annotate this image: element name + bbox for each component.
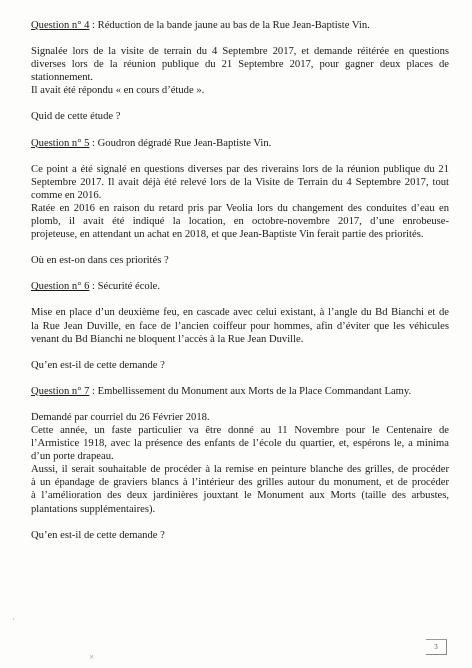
question-title: : Goudron dégradé Rue Jean-Baptiste Vin. <box>89 137 272 149</box>
paragraph-line: Mise en place d’un deuxième feu, en cascade avec celui existant, à l’angle du Bd Bianchi et de <box>31 307 449 319</box>
paragraph-line: Ratée en 2016 en raison du retard pris par Veolia lors du changement des conduites d’eau en <box>31 202 449 214</box>
paragraph-line: à l’amélioration des deux jardinières jouxtant le Monument aux Morts (taille des arbustes, <box>31 490 449 502</box>
paragraph-line: Demandé par courriel du 26 Février 2018. <box>31 411 210 423</box>
followup-question: Qu’en est-il de cette demande ? <box>31 359 165 371</box>
paragraph-line: à un épandage de graviers blancs à l’intérieur des grilles autour du monument, et de procéder <box>31 477 449 489</box>
paragraph-line: comme en 2016. <box>31 189 102 201</box>
paragraph-line: venant du Bd Bianchi ne bloquent l’accès à la Rue Jean Duville. <box>31 333 304 345</box>
question-6-heading <box>31 280 449 293</box>
question-label: Question n° 4 <box>31 20 90 31</box>
question-7-heading <box>31 385 449 398</box>
paragraph-line: la Rue Jean Duville, en face de l’ancien coiffeur pour hommes, afin d’éviter que les véhicules <box>31 320 449 332</box>
paragraph-line: diverses lors de la réunion publique du 21 Septembre 2017, pour gagner deux places de <box>31 59 449 71</box>
paragraph-line: plantations supplémentaires). <box>31 503 156 515</box>
question-title: : Embellissement du Monument aux Morts de la Place Commandant Lamy. <box>89 385 412 397</box>
paragraph-line: Il avait été répondu « en cours d’étude ». <box>31 85 205 97</box>
page-number: 3 <box>426 639 447 655</box>
document-page <box>31 12 449 542</box>
paragraph-line: projeteuse, en attendant un achat en 2018, et que Jean-Baptiste Vin ferait partie des priorités. <box>31 229 424 241</box>
scan-speck: × <box>89 652 95 662</box>
paragraph-line: l’Armistice 1918, avec la présence des enfants de l’école du quartier, et, espérons le, a minima <box>31 438 449 450</box>
question-title: : Réduction de la bande jaune au bas de la Rue Jean-Baptiste Vin. <box>89 20 370 31</box>
paragraph-line: stationnement. <box>31 72 94 84</box>
paragraph-line: d’un porte drapeau. <box>31 451 114 463</box>
followup-question: Quid de cette étude ? <box>31 111 121 123</box>
question-label: Question n° 7 <box>31 385 90 397</box>
paragraph-line: Cette année, un faste particulier va être donné au 11 Novembre pour le Centenaire de <box>31 424 449 436</box>
paragraph-line: Septembre 2017. Il avait déjà été relevé lors de la Visite de Terrain du 4 Septembre 2017, tout <box>31 176 449 188</box>
question-label: Question n° 6 <box>31 281 90 293</box>
paragraph-line: Signalée lors de la visite de terrain du 4 Septembre 2017, et demande réitérée en questions <box>31 46 449 58</box>
scan-speck: · <box>12 614 15 624</box>
question-4-heading <box>31 19 449 32</box>
paragraph-line: plomb, il avait été indiqué la location, en octobre-novembre 2017, d’une enrobeuse- <box>31 216 449 228</box>
paragraph-line: Ce point a été signalé en questions diverses par des riverains lors de la réunion publique du 21 <box>31 163 449 175</box>
followup-question: Où en est-on dans ces priorités ? <box>31 255 169 267</box>
question-title: : Sécurité école. <box>89 281 160 293</box>
question-label: Question n° 5 <box>31 137 90 149</box>
question-5-heading <box>31 137 449 150</box>
followup-question: Qu’en est-il de cette demande ? <box>31 529 165 541</box>
paragraph-line: Aussi, il serait souhaitable de procéder à la remise en peinture blanche des grilles, de procéder <box>31 464 449 476</box>
